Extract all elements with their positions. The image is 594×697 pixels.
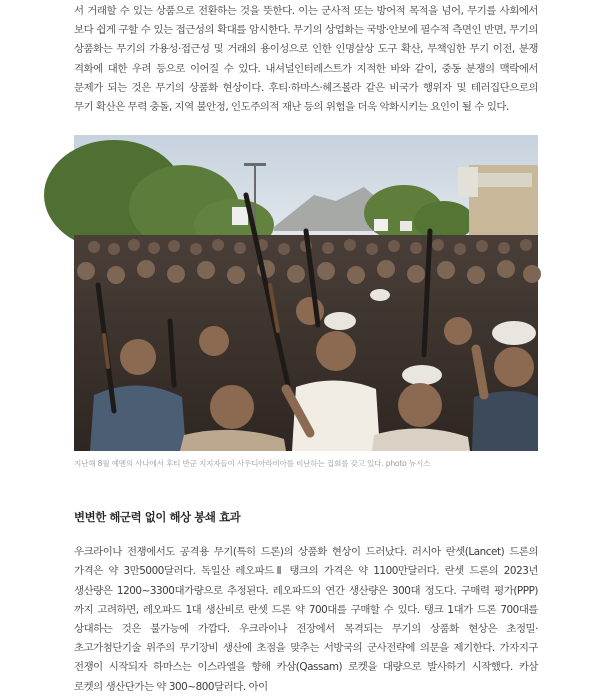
body-paragraph: 우크라이나 전쟁에서도 공격용 무기(특히 드론)의 상품화 현상이 드러났다. 러시아 란셋(Lancet) 드론의 가격은 약 3만5000달러다. 독일산 레오파드Ⅱ 탱크의 가격은 약 1100만달러다. 란셋 드론의 2023년 생산량은 1200~3300대가량으로 추정된다. 레오파드의 연간 생산량은 300대 정도다. 구매력 평가(PPP)까지 고려하면, 레오파드 1대 생산비로 란셋 드론 약 700대를 구매할 수 있다. 탱크 1대가 드론 700대를 상대하는 것은 불가능에 가깝다. 우크라이나 전장에서 목격되는 무기의 상품화 현상은 초정밀·초고가첨단기술 위주의 무기장비 생산에 초점을 맞추는 서방국의 군사전략에 의문을 제기한다. 가자지구 전쟁이 시작되자 하마스는 이스라엘을 향해 카삼(Qassam) 로켓을 대량으로 발사하기 시작했다. 카삼 로켓의 생산단가는 약 300~800달러다. 아이 bbox=[74, 546, 538, 693]
section-heading: 변변한 해군력 없이 해상 봉쇄 효과 bbox=[74, 510, 241, 525]
photo-illustration bbox=[74, 135, 538, 451]
protest-crowd-photo bbox=[74, 135, 538, 451]
photo-caption: 지난해 8월 예멘의 사나에서 후티 반군 지지자들이 사우디아라비아를 비난하는 집회를 갖고 있다. photo 뉴시스 bbox=[74, 459, 431, 469]
intro-paragraph: 서 거래할 수 있는 상품으로 전환하는 것을 뜻한다. 이는 군사적 또는 방어적 목적을 넘어, 무기를 사회에서 보다 쉽게 구할 수 있는 접근성의 확대를 암시한다. 무기의 상업화는 국방·안보에 필수적 측면인 반면, 무기의 상품화는 무기의 가용성·접근성 및 거래의 용이성으로 인한 인명살상 도구 확산, 무책임한 무기 이전, 분쟁 격화에 대한 우려 등으로 이어질 수 있다. 내셔널인터레스트가 지적한 바와 같이, 중동 분쟁의 맥락에서 문제가 되는 것은 무기의 상품화 현상이다. 후티·하마스·헤즈볼라 같은 비국가 행위자 및 테러집단으로의 무기 확산은 무력 충돌, 지역 불안정, 인도주의적 재난 등의 위험을 더욱 악화시키는 요인이 될 수 있다. bbox=[74, 5, 538, 114]
